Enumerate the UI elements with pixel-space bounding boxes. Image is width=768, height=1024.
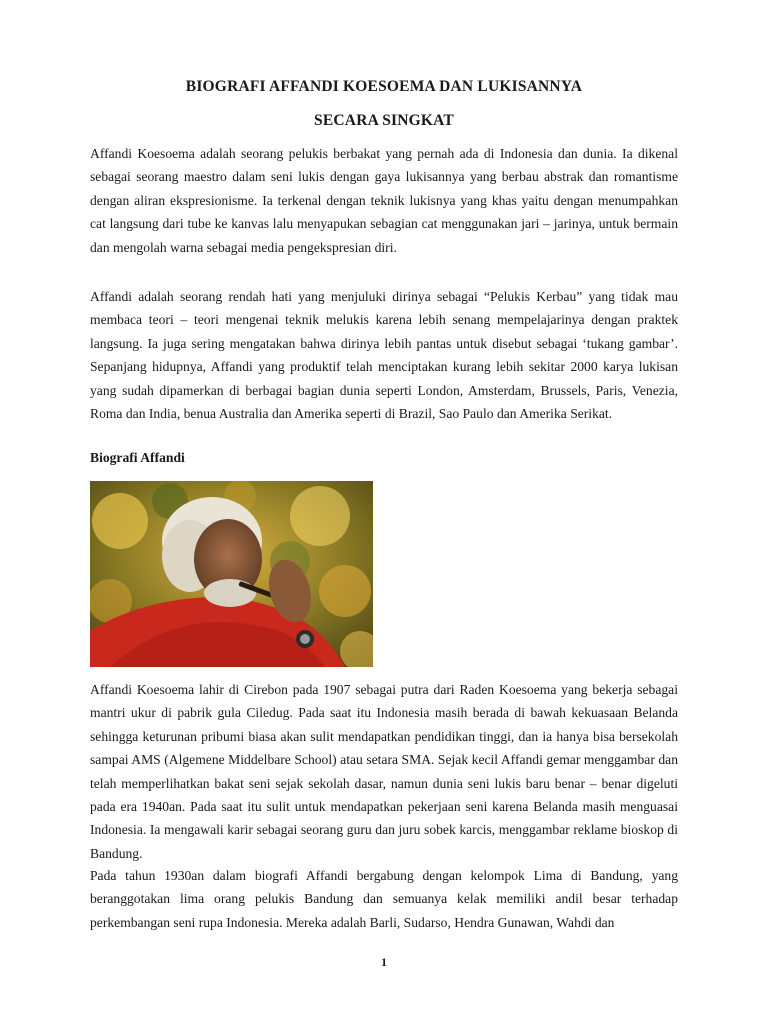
page-number: 1 [381, 955, 387, 969]
document-title-line1: BIOGRAFI AFFANDI KOESOEMA DAN LUKISANNYA [185, 78, 583, 95]
paragraph-pelukis-kerbau: Affandi adalah seorang rendah hati yang menjuluki dirinya sebagai “Pelukis Kerbau” yang tidak mau membaca teori – teori mengenai teknik melukis karena lebih senang mempelajarinya dengan praktek langsung. Ia juga sering mengatakan bahwa dirinya lebih pantas untuk disebut sebagai ‘tukang gambar’. Sepanjang hidupnya, Affandi yang produktif telah menciptakan kurang lebih sekitar 2000 karya lukisan yang sudah dipamerkan di berbagai bagian dunia seperti London, Amsterdam, Brussels, Paris, Venezia, Roma dan India, benua Australia dan Amerika seperti di Brazil, Sao Paulo dan Amerika Serikat. [90, 289, 678, 422]
affandi-portrait-photo [90, 481, 373, 667]
paragraph-intro: Affandi Koesoema adalah seorang pelukis berbakat yang pernah ada di Indonesia dan dunia. Ia dikenal sebagai seorang maestro dalam seni lukis dengan gaya lukisannya yang berbau abstrak dan romantisme dengan aliran ekspresionisme. Ia terkenal dengan teknik lukisnya yang khas yaitu dengan menumpahkan cat langsung dari tube ke kanvas lalu menyapukan sebagian cat menggunakan jari – jarinya, untuk bermain dan mengolah warna sebagai media pengekspresian diri. [90, 146, 678, 255]
paragraph-kelompok-lima: Pada tahun 1930an dalam biografi Affandi bergabung dengan kelompok Lima di Bandung, yang beranggotakan lima orang pelukis Bandung dan semuanya kelak memiliki andil besar terhadap perkembangan seni rupa Indonesia. Mereka adalah Barli, Sudarso, Hendra Gunawan, Wahdi dan [90, 868, 678, 930]
document-title-line2: SECARA SINGKAT [314, 112, 454, 129]
section-heading: Biografi Affandi [90, 450, 185, 465]
paragraph-biography: Affandi Koesoema lahir di Cirebon pada 1907 sebagai putra dari Raden Koesoema yang bekerja sebagai mantri ukur di pabrik gula Ciledug. Pada saat itu Indonesia masih berada di bawah kekuasaan Belanda sehingga keturunan pribumi biasa akan sulit mendapatkan pendidikan tinggi, dan ia hanya bisa bersekolah sampai AMS (Algemene Middelbare School) atau setara SMA. Sejak kecil Affandi gemar menggambar dan telah memperlihatkan bakat seni sejak sekolah dasar, namun dunia seni lukis baru benar – benar digeluti pada era 1940an. Pada saat itu sulit untuk mendapatkan pekerjaan seni karena Belanda masih menguasai Indonesia. Ia mengawali karir sebagai seorang guru dan juru sobek karcis, menggambar reklame bioskop di Bandung. [90, 682, 678, 861]
